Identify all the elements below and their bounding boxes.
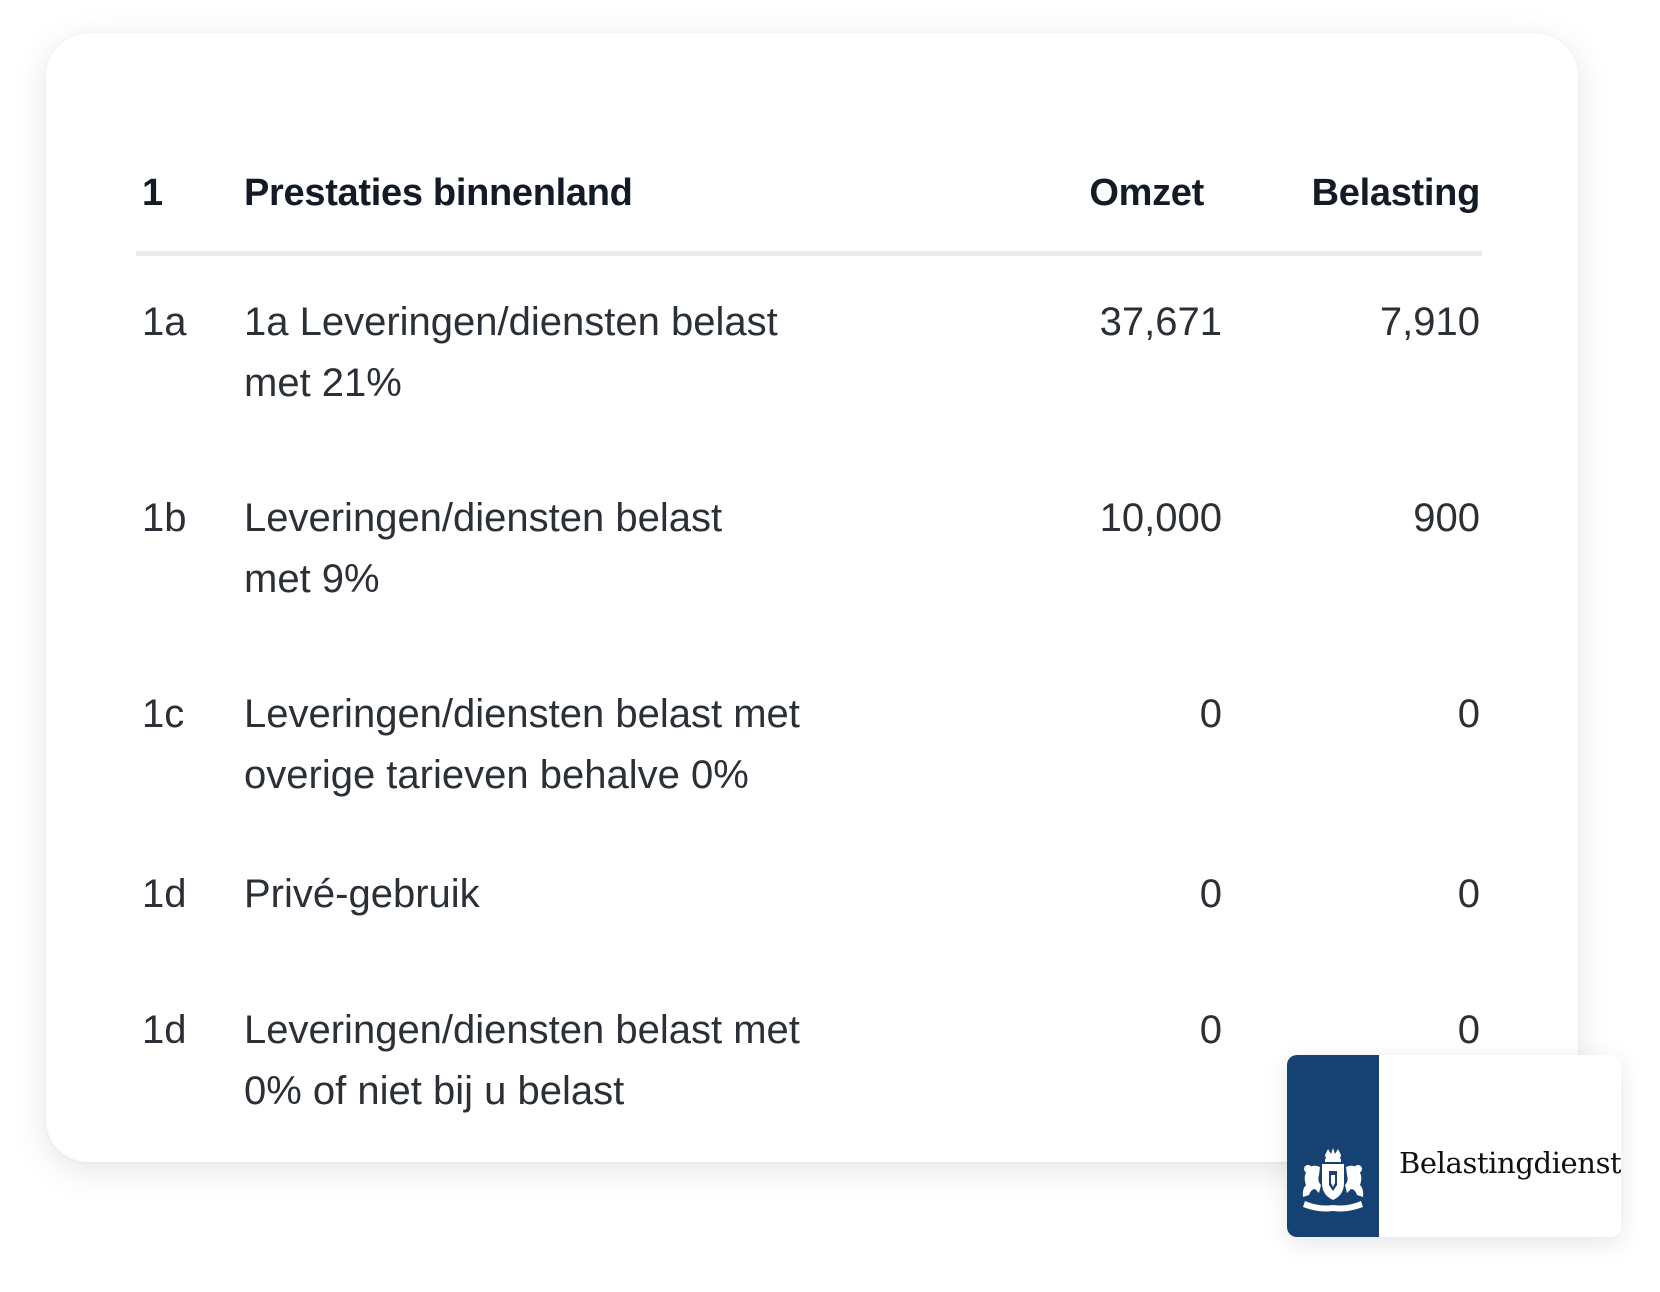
- row-code: 1d: [142, 872, 187, 916]
- row-omzet: 0: [1199, 872, 1222, 916]
- table-row: [136, 256, 1482, 488]
- row-description-line: Leveringen/diensten belast: [244, 496, 723, 540]
- row-description: [244, 1000, 904, 1122]
- row-description-line: Leveringen/diensten belast met: [244, 692, 800, 736]
- table-row: [136, 488, 1482, 684]
- row-description-line: 0% of niet bij u belast: [244, 1069, 625, 1113]
- row-code: 1b: [142, 496, 187, 540]
- row-description-line: Leveringen/diensten belast met: [244, 1008, 800, 1052]
- row-description-line: met 9%: [244, 557, 380, 601]
- row-belasting: 7,910: [1379, 300, 1480, 344]
- row-description: [244, 292, 904, 414]
- logo-band: [1287, 1055, 1379, 1237]
- row-code: 1a: [142, 300, 187, 344]
- logo-wordmark: Belastingdienst: [1399, 1146, 1621, 1180]
- row-omzet: 0: [1199, 692, 1222, 736]
- row-description: [244, 864, 904, 925]
- row-description-line: 1a Leveringen/diensten belast: [244, 300, 778, 344]
- header-belasting: Belasting: [1311, 172, 1480, 214]
- tax-return-card: [46, 34, 1578, 1162]
- table-row: [136, 684, 1482, 864]
- row-belasting: 0: [1457, 692, 1480, 736]
- vat-table: [136, 120, 1482, 1130]
- row-description-line: Privé-gebruik: [244, 872, 480, 916]
- row-description-line: overige tarieven behalve 0%: [244, 753, 749, 797]
- belastingdienst-logo: [1287, 1055, 1621, 1237]
- table-header: [136, 120, 1482, 256]
- table-row: [136, 1000, 1482, 1130]
- row-omzet: 0: [1199, 1008, 1222, 1052]
- row-code: 1c: [142, 692, 185, 736]
- row-description-line: met 21%: [244, 361, 402, 405]
- row-omzet: 37,671: [1099, 300, 1222, 344]
- row-description: [244, 684, 904, 806]
- header-omzet: Omzet: [1089, 172, 1204, 214]
- row-belasting: 900: [1413, 496, 1480, 540]
- header-code: 1: [142, 172, 163, 214]
- row-code: 1d: [142, 1008, 187, 1052]
- header-description: Prestaties binnenland: [244, 172, 633, 214]
- row-omzet: 10,000: [1099, 496, 1222, 540]
- row-belasting: 0: [1457, 1008, 1480, 1052]
- table-row: [136, 864, 1482, 1000]
- row-belasting: 0: [1457, 872, 1480, 916]
- row-description: [244, 488, 904, 610]
